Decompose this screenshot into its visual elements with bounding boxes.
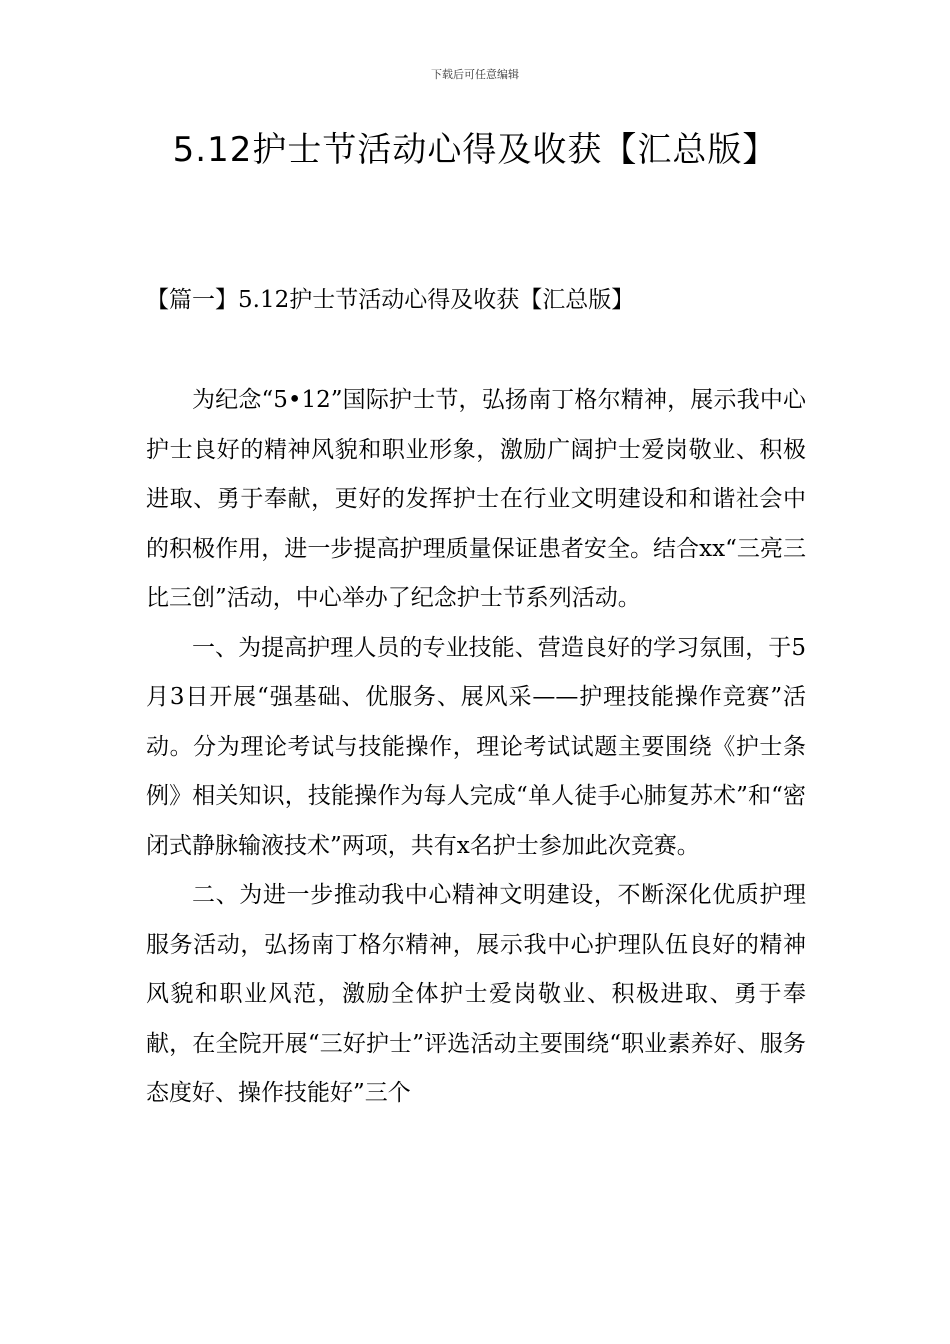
paragraph-item-one: 一、为提高护理人员的专业技能、营造良好的学习氛围，于5月3日开展“强基础、优服务、展风采——护理技能操作竞赛”活动。分为理论考试与技能操作，理论考试试题主要围绕《护士条例》相关知识，技能操作为每人完成“单人徒手心肺复苏术”和“密闭式静脉输液技术”两项，共有x名护士参加此次竞赛。 [146, 634, 806, 859]
header-note: 下载后可任意编辑 [431, 68, 519, 81]
paragraph-item-two: 二、为进一步推动我中心精神文明建设，不断深化优质护理服务活动，弘扬南丁格尔精神，展示我中心护理队伍良好的精神风貌和职业风范，激励全体护士爱岗敬业、积极进取、勇于奉献，在全院开展“三好护士”评选活动主要围绕“职业素养好、服务态度好、操作技能好”三个 [146, 882, 806, 1106]
paragraph-intro: 为纪念“5•12”国际护士节，弘扬南丁格尔精神，展示我中心护士良好的精神风貌和职业形象，激励广阔护士爱岗敬业、积极进取、勇于奉献，更好的发挥护士在行业文明建设和和谐社会中的积极作用，进一步提高护理质量保证患者安全。结合xx“三亮三比三创”活动，中心举办了纪念护士节系列活动。 [146, 387, 806, 611]
document-title: 5.12护士节活动心得及收获【汇总版】 [172, 130, 778, 170]
document-body [146, 376, 806, 1119]
section-heading: 【篇一】5.12护士节活动心得及收获【汇总版】 [146, 287, 635, 313]
